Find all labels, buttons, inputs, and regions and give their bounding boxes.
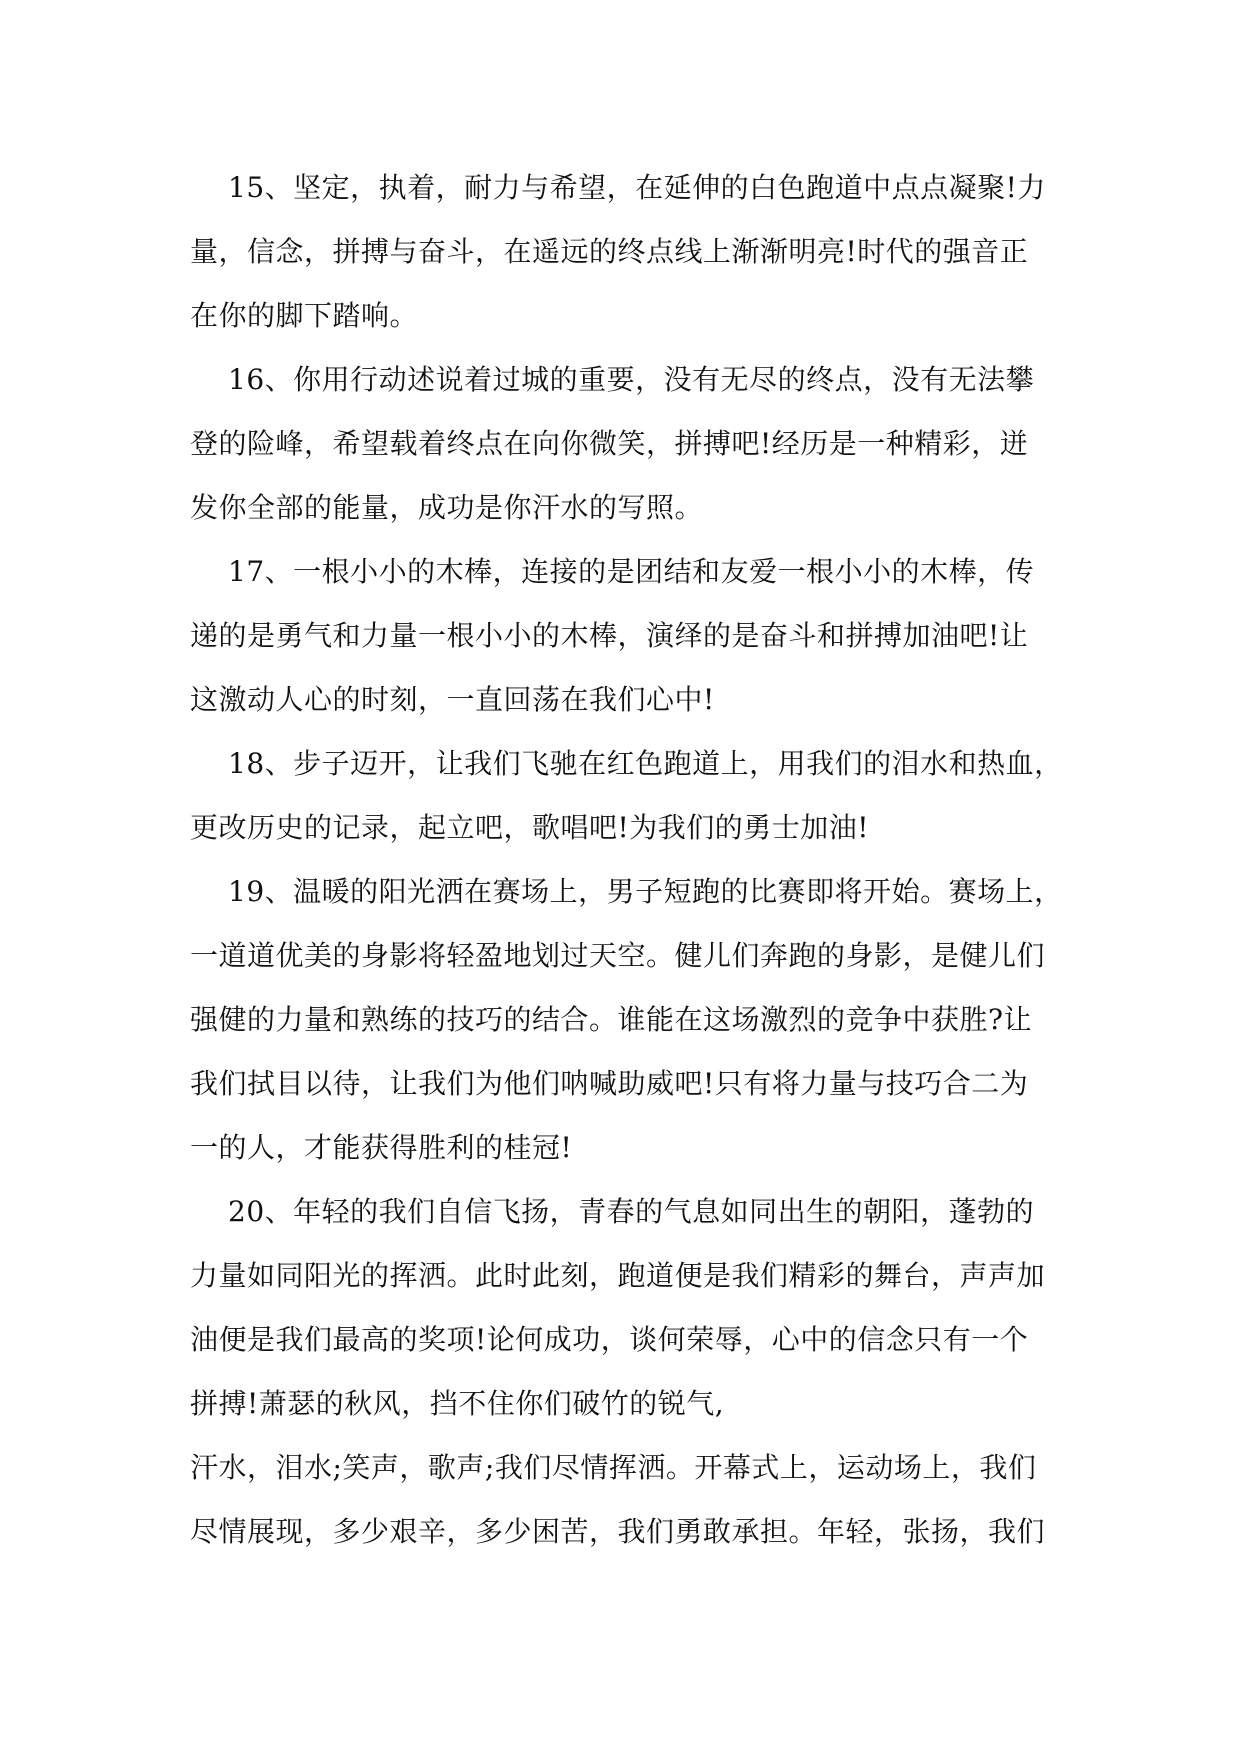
text-line: 汗水，泪水;笑声，歌声;我们尽情挥洒。开幕式上，运动场上，我们 — [190, 1451, 1037, 1484]
text-line: 力量如同阳光的挥洒。此时此刻，跑道便是我们精彩的舞台，声声加 — [190, 1259, 1046, 1292]
text-line: 在你的脚下踏响。 — [190, 299, 419, 332]
text-line: 一道道优美的身影将轻盈地划过天空。健儿们奔跑的身影，是健儿们 — [190, 939, 1046, 972]
text-line: 尽情展现，多少艰辛，多少困苦，我们勇敢承担。年轻，张扬，我们 — [190, 1515, 1046, 1548]
text-line: 量，信念，拼搏与奋斗，在遥远的终点线上渐渐明亮!时代的强音正 — [190, 235, 1029, 268]
text-line: 更改历史的记录，起立吧，歌唱吧!为我们的勇士加油! — [190, 811, 870, 844]
paragraph-17 — [190, 540, 1055, 732]
text-line: 拼搏!萧瑟的秋风，挡不住你们破竹的锐气, — [190, 1387, 725, 1420]
text-line: 强健的力量和熟练的技巧的结合。谁能在这场激烈的竞争中获胜?让 — [190, 1003, 1033, 1036]
text-line: 18、步子迈开，让我们飞驰在红色跑道上，用我们的泪水和热血， — [228, 747, 1063, 780]
paragraph-18 — [190, 732, 1063, 860]
paragraph-15 — [190, 156, 1055, 348]
text-line: 19、温暖的阳光洒在赛场上，男子短跑的比赛即将开始。赛场上， — [228, 875, 1063, 908]
text-line: 油便是我们最高的奖项!论何成功，谈何荣辱，心中的信念只有一个 — [190, 1323, 1029, 1356]
text-line: 我们拭目以待，让我们为他们呐喊助威吧!只有将力量与技巧合二为 — [190, 1067, 1029, 1100]
text-line: 登的险峰，希望载着终点在向你微笑，拼搏吧!经历是一种精彩，迸 — [190, 427, 1029, 460]
text-line: 一的人，才能获得胜利的桂冠! — [190, 1131, 573, 1164]
text-line: 15、坚定，执着，耐力与希望，在延伸的白色跑道中点点凝聚!力 — [228, 171, 1046, 204]
paragraph-16 — [190, 348, 1055, 540]
document-body — [190, 156, 1063, 1564]
text-line: 16、你用行动述说着过城的重要，没有无尽的终点，没有无法攀 — [228, 363, 1035, 396]
paragraph-continuation — [190, 1436, 1055, 1564]
paragraph-19 — [190, 860, 1063, 1180]
text-line: 这激动人心的时刻，一直回荡在我们心中! — [190, 683, 715, 716]
paragraph-20 — [190, 1180, 1055, 1436]
text-line: 发你全部的能量，成功是你汗水的写照。 — [190, 491, 704, 524]
text-line: 20、年轻的我们自信飞扬，青春的气息如同出生的朝阳，蓬勃的 — [228, 1195, 1035, 1228]
text-line: 17、一根小小的木棒，连接的是团结和友爱一根小小的木棒，传 — [228, 555, 1035, 588]
text-line: 递的是勇气和力量一根小小的木棒，演绎的是奋斗和拼搏加油吧!让 — [190, 619, 1029, 652]
